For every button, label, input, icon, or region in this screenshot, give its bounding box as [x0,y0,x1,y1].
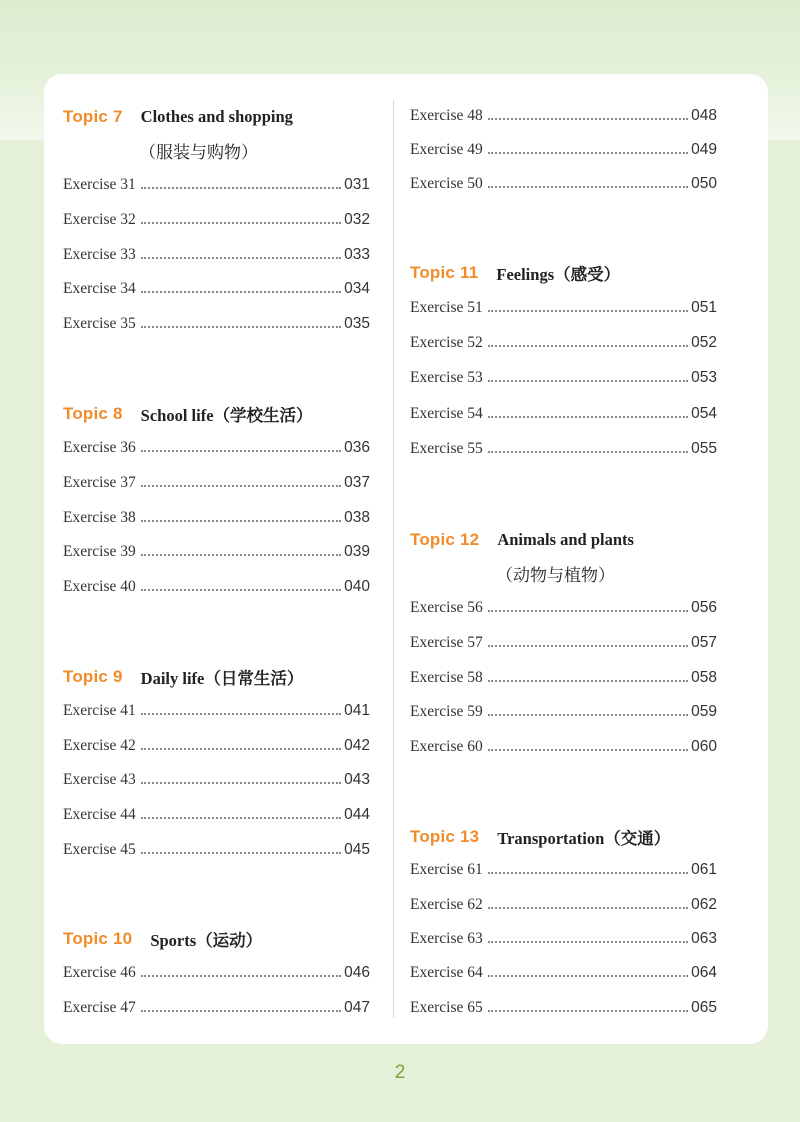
page-ref: 045 [344,841,370,858]
topic-number: Topic 10 [63,929,133,948]
exercise-entry[interactable]: Exercise 45 045 [63,841,370,858]
topic-number: Topic 13 [410,827,480,846]
exercise-entry[interactable]: Exercise 49 049 [410,141,717,158]
leader-dots [488,186,688,188]
exercise-entry[interactable]: Exercise 32 032 [63,211,370,228]
page-ref: 049 [691,141,717,158]
topic-title: Transportation（交通） [497,829,671,848]
exercise-entry[interactable]: Exercise 47 047 [63,999,370,1016]
leader-dots [488,714,688,716]
leader-dots [488,451,688,453]
leader-dots [488,941,688,943]
leader-dots [488,416,688,418]
topic-number: Topic 7 [63,107,123,126]
exercise-entry[interactable]: Exercise 61 061 [410,861,717,878]
leader-dots [488,680,688,682]
exercise-entry[interactable]: Exercise 64 064 [410,964,717,981]
exercise-entry[interactable]: Exercise 39 039 [63,543,370,560]
leader-dots [488,872,688,874]
topic-heading [63,660,303,694]
page-ref: 038 [344,509,370,526]
leader-dots [488,152,688,154]
page-ref: 059 [691,703,717,720]
leader-dots [141,554,341,556]
leader-dots [488,610,688,612]
page-ref: 060 [691,738,717,755]
exercise-entry[interactable]: Exercise 55 055 [410,440,717,457]
page-ref: 063 [691,930,717,947]
leader-dots [488,645,688,647]
leader-dots [141,520,341,522]
topic-number: Topic 8 [63,404,123,423]
page-ref: 054 [691,405,717,422]
page-ref: 032 [344,211,370,228]
topic-title: Animals and plants [497,530,634,549]
page-ref: 036 [344,439,370,456]
page-ref: 050 [691,175,717,192]
column-divider [393,100,394,1018]
page-ref: 034 [344,280,370,297]
topic-number: Topic 9 [63,667,123,686]
page-ref: 041 [344,702,370,719]
page-ref: 037 [344,474,370,491]
topic-heading [410,256,620,290]
exercise-entry[interactable]: Exercise 59 059 [410,703,717,720]
exercise-entry[interactable]: Exercise 60 060 [410,738,717,755]
exercise-entry[interactable]: Exercise 62 062 [410,896,717,913]
exercise-entry[interactable]: Exercise 65 065 [410,999,717,1016]
exercise-entry[interactable]: Exercise 56 056 [410,599,717,616]
exercise-entry[interactable]: Exercise 31 031 [63,176,370,193]
topic-title: Sports（运动） [150,931,263,950]
page-ref: 048 [691,107,717,124]
page-ref: 039 [344,543,370,560]
exercise-entry[interactable]: Exercise 52 052 [410,334,717,351]
leader-dots [141,782,341,784]
leader-dots [141,975,341,977]
page-ref: 047 [344,999,370,1016]
leader-dots [488,975,688,977]
leader-dots [488,310,688,312]
topic-title: Feelings（感受） [496,265,621,284]
leader-dots [488,118,688,120]
exercise-entry[interactable]: Exercise 53 053 [410,369,717,386]
exercise-entry[interactable]: Exercise 40 040 [63,578,370,595]
page-ref: 043 [344,771,370,788]
leader-dots [141,852,341,854]
exercise-entry[interactable]: Exercise 37 037 [63,474,370,491]
exercise-entry[interactable]: Exercise 50 050 [410,175,717,192]
topic-heading [410,820,670,854]
exercise-entry[interactable]: Exercise 33 033 [63,246,370,263]
page-ref: 057 [691,634,717,651]
page-ref: 046 [344,964,370,981]
page-ref: 053 [691,369,717,386]
leader-dots [141,713,341,715]
topic-number: Topic 11 [410,263,479,282]
page-ref: 033 [344,246,370,263]
topic-heading [63,100,293,134]
page-ref: 031 [344,176,370,193]
exercise-entry[interactable]: Exercise 42 042 [63,737,370,754]
page-ref: 062 [691,896,717,913]
page-ref: 064 [691,964,717,981]
page-ref: 055 [691,440,717,457]
leader-dots [488,749,688,751]
leader-dots [141,1010,341,1012]
page-ref: 061 [691,861,717,878]
topic-number: Topic 12 [410,530,480,549]
leader-dots [141,187,341,189]
leader-dots [141,291,341,293]
exercise-entry[interactable]: Exercise 34 034 [63,280,370,297]
exercise-entry[interactable]: Exercise 38 038 [63,509,370,526]
exercise-entry[interactable]: Exercise 44 044 [63,806,370,823]
page-ref: 044 [344,806,370,823]
leader-dots [488,345,688,347]
exercise-entry[interactable]: Exercise 54 054 [410,405,717,422]
leader-dots [141,817,341,819]
leader-dots [141,326,341,328]
leader-dots [141,450,341,452]
leader-dots [141,485,341,487]
leader-dots [141,748,341,750]
exercise-entry[interactable]: Exercise 57 057 [410,634,717,651]
leader-dots [488,380,688,382]
exercise-entry[interactable]: Exercise 36 036 [63,439,370,456]
page-ref: 042 [344,737,370,754]
page-ref: 058 [691,669,717,686]
exercise-entry[interactable]: Exercise 63 063 [410,930,717,947]
exercise-entry[interactable]: Exercise 35 035 [63,315,370,332]
topic-heading [410,523,634,557]
page-ref: 051 [691,299,717,316]
leader-dots [141,257,341,259]
page-ref: 035 [344,315,370,332]
page-ref: 052 [691,334,717,351]
exercise-entry[interactable]: Exercise 51 051 [410,299,717,316]
topic-title: School life（学校生活） [140,406,313,425]
leader-dots [488,1010,688,1012]
exercise-entry[interactable]: Exercise 41 041 [63,702,370,719]
exercise-entry[interactable]: Exercise 46 046 [63,964,370,981]
exercise-entry[interactable]: Exercise 58 058 [410,669,717,686]
topic-subtitle: （服装与购物） [139,143,258,163]
leader-dots [488,907,688,909]
exercise-entry[interactable]: Exercise 43 043 [63,771,370,788]
page-number: 2 [394,1062,406,1083]
leader-dots [141,589,341,591]
topic-title: Clothes and shopping [140,107,293,126]
topic-subtitle: （动物与植物） [496,566,615,586]
topic-title: Daily life（日常生活） [140,669,304,688]
page-ref: 040 [344,578,370,595]
page-ref: 065 [691,999,717,1016]
exercise-entry[interactable]: Exercise 48 048 [410,107,717,124]
topic-heading [63,922,262,956]
leader-dots [141,222,341,224]
page-ref: 056 [691,599,717,616]
topic-heading [63,397,313,431]
